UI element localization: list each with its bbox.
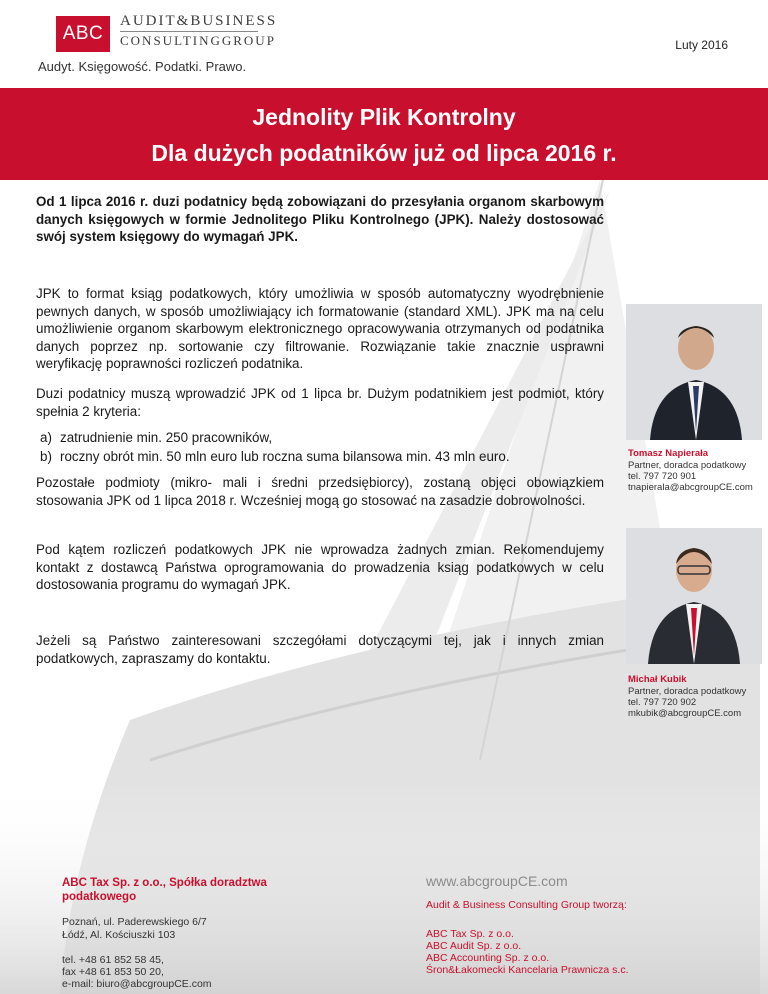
list-item-text: zatrudnienie min. 250 pracowników, <box>60 430 273 445</box>
paragraph-other-entities: Pozostałe podmioty (mikro- mali i średni przedsiębiorcy), zostaną objęci obowiązkiem stosowania JPK od 1 lipca 2018 r. Wcześniej mogą go stosować na zasadzie dobrowolności. <box>36 475 604 508</box>
footer-group-member: ABC Audit Sp. z o.o. <box>426 940 522 952</box>
logo-line-2: CONSULTINGGROUP <box>120 33 276 48</box>
contact-role: Partner, doradca podatkowy <box>628 460 747 471</box>
logo-divider <box>120 31 258 32</box>
contact-photo-kubik <box>626 528 762 664</box>
logo-line-1: AUDIT&BUSINESS <box>120 13 278 29</box>
footer-tel: tel. +48 61 852 58 45, <box>62 954 164 966</box>
criteria-list <box>40 428 600 466</box>
title-line-2: Dla dużych podatników już od lipca 2016 r. <box>151 140 617 166</box>
footer-group-heading: Audit & Business Consulting Group tworzą: <box>426 899 627 911</box>
list-item <box>40 428 600 447</box>
contact-name: Tomasz Napierała <box>628 448 709 459</box>
list-item-text: roczny obrót min. 50 mln euro lub roczna suma bilansowa min. 43 mln euro. <box>60 449 510 464</box>
contact-role: Partner, doradca podatkowy <box>628 686 747 697</box>
contact-email[interactable]: mkubik@abcgroupCE.com <box>628 708 742 719</box>
footer-fax: fax +48 61 853 50 20, <box>62 966 164 978</box>
tagline: Audyt. Księgowość. Podatki. Prawo. <box>38 59 247 74</box>
paragraph-recommendation: Pod kątem rozliczeń podatkowych JPK nie wprowadza żadnych zmian. Rekomendujemy kontakt z dostawcą Państwa oprogramowania do prowadzenia ksiąg podatkowych w celu dostosowania programu do wymagań JPK. <box>36 542 604 592</box>
footer-group-member: Śron&Łakomecki Kancelaria Prawnicza s.c. <box>426 964 629 976</box>
paragraph-jpk-definition: JPK to format ksiąg podatkowych, który umożliwia w sposób automatyczny wyodrębnienie pewnych danych, w sposób umożliwiający ich formatowanie (standard XML). JPK ma na celu umożliwienie organom skarbowym elektronicznego opracowywania otrzymanych od podatnika danych poprzez np. sortowanie czy filtrowanie. Rozwiązanie takie znacznie usprawni weryfikację poprawności rozliczeń podatnika. <box>36 286 604 371</box>
list-item <box>40 447 600 466</box>
logo-abbr: ABC <box>62 23 104 44</box>
footer-group-member: ABC Tax Sp. z o.o. <box>426 928 514 940</box>
contact-phone: tel. 797 720 901 <box>628 471 697 482</box>
contact-email[interactable]: tnapierala@abcgroupCE.com <box>628 482 753 493</box>
footer-website-link[interactable]: www.abcgroupCE.com <box>426 873 568 889</box>
issue-date: Luty 2016 <box>675 38 728 52</box>
title-line-1: Jednolity Plik Kontrolny <box>252 104 516 130</box>
paragraph-large-taxpayers: Duzi podatnicy muszą wprowadzić JPK od 1 lipca br. Dużym podatnikiem jest podmiot, który spełnia 2 kryteria: <box>36 386 604 419</box>
footer-company: ABC Tax Sp. z o.o., Spółka doradztwa podatkowego <box>62 877 267 903</box>
contact-photo-napierala <box>626 304 762 440</box>
footer-email[interactable]: e-mail: biuro@abcgroupCE.com <box>62 978 212 990</box>
footer-group-member: ABC Accounting Sp. z o.o. <box>426 952 550 964</box>
list-marker: a) <box>40 430 52 445</box>
paragraph-contact-invite: Jeżeli są Państwo zainteresowani szczegółami dotyczącymi tej, jak i innych zmian podatkowych, zapraszamy do kontaktu. <box>36 633 604 666</box>
contact-phone: tel. 797 720 902 <box>628 697 697 708</box>
logo-badge <box>56 16 110 52</box>
lead-paragraph: Od 1 lipca 2016 r. duzi podatnicy będą zobowiązani do przesyłania organom skarbowym danych księgowych w formie Jednolitego Pliku Kontrolnego (JPK). Należy dostosować swój system księgowy do wymagań JPK. <box>36 194 604 244</box>
footer-address-2: Łódź, Al. Kościuszki 103 <box>62 929 176 941</box>
contact-name: Michał Kubik <box>628 674 687 685</box>
list-marker: b) <box>40 449 52 464</box>
footer-address-1: Poznań, ul. Paderewskiego 6/7 <box>62 916 207 928</box>
